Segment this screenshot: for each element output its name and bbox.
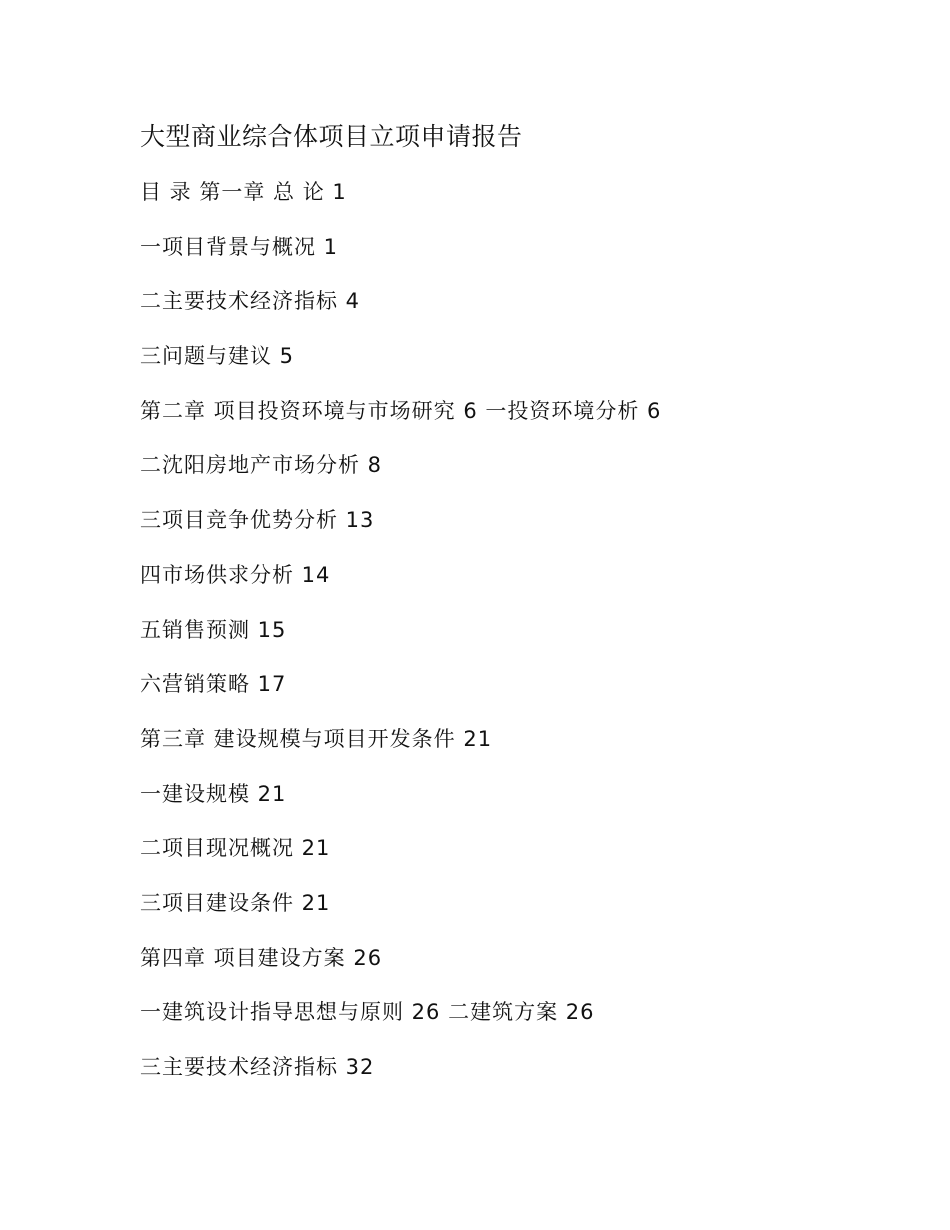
toc-line: 三主要技术经济指标 32: [140, 1055, 375, 1079]
toc-line: 第二章 项目投资环境与市场研究 6 一投资环境分析 6: [140, 398, 662, 423]
toc-line: 一建设规模 21: [140, 781, 287, 806]
toc-line: 一建筑设计指导思想与原则 26 二建筑方案 26: [140, 1000, 595, 1025]
toc-line: 三问题与建议 5: [140, 344, 295, 369]
toc-line: 四市场供求分析 14: [140, 562, 331, 587]
toc-line: 一项目背景与概况 1: [140, 234, 339, 259]
toc-line: 二沈阳房地产市场分析 8: [140, 453, 383, 478]
toc-line: 六营销策略 17: [140, 672, 287, 697]
toc-line: 二主要技术经济指标 4: [140, 289, 361, 314]
toc-line: 五销售预测 15: [140, 617, 287, 642]
toc-line: 三项目竞争优势分析 13: [140, 508, 375, 533]
document-page: [140, 120, 900, 1082]
toc-line: 第三章 建设规模与项目开发条件 21: [140, 726, 493, 751]
toc-line: 目 录 第一章 总 论 1: [140, 180, 347, 204]
toc-line: 三项目建设条件 21: [140, 890, 331, 915]
toc-line: 第四章 项目建设方案 26: [140, 945, 383, 970]
document-title: 大型商业综合体项目立项申请报告: [140, 122, 523, 151]
table-of-contents: [140, 177, 900, 1082]
toc-line: 二项目现况概况 21: [140, 836, 331, 861]
